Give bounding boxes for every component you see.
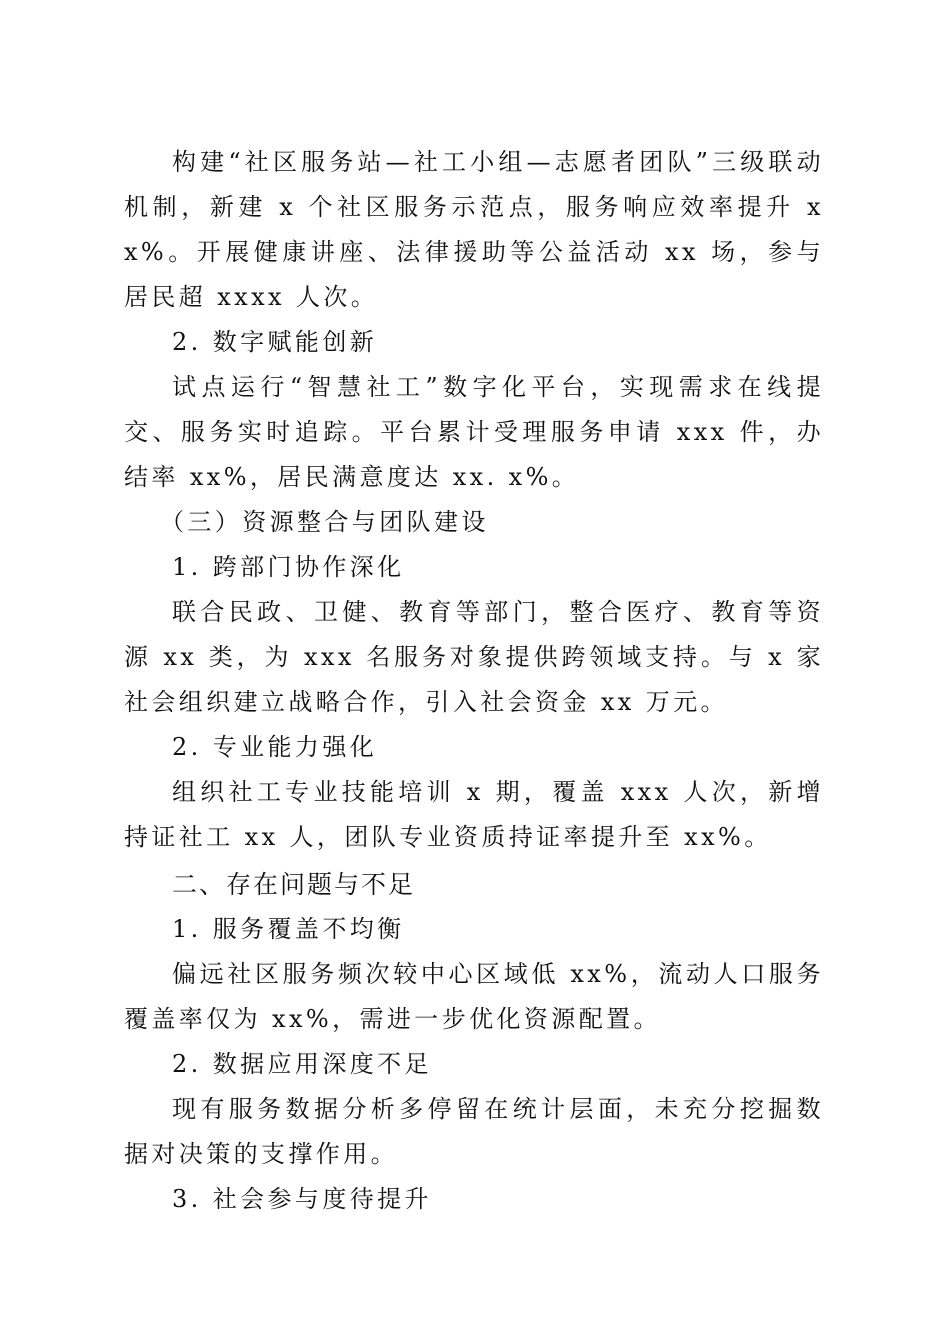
item-professional-skill-title: 2. 专业能力强化 <box>172 733 378 761</box>
paragraph-professional-skill: 组织社工专业技能培训 x 期，覆盖 xxx 人次，新增持证社工 xx 人，团队专业资质持证率提升至 xx%。 <box>124 778 824 851</box>
paragraph-digital-platform: 试点运行“智慧社工”数字化平台，实现需求在线提交、服务实时追踪。平台累计受理服务申请 xxx 件，办结率 xx%，居民满意度达 xx. x%。 <box>124 373 824 491</box>
document-body <box>124 140 824 1222</box>
problem-participation-title: 3. 社会参与度待提升 <box>172 1185 432 1213</box>
section-resource-integration-title: （三）资源整合与团队建设 <box>160 508 489 536</box>
item-digital-empowerment-title: 2. 数字赋能创新 <box>172 328 378 356</box>
problem-data-title: 2. 数据应用深度不足 <box>172 1050 432 1078</box>
problem-coverage-title: 1. 服务覆盖不均衡 <box>172 915 405 943</box>
paragraph-linkage-mechanism: 构建“社区服务站—社工小组—志愿者团队”三级联动机制，新建 x 个社区服务示范点，服务响应效率提升 xx%。开展健康讲座、法律援助等公益活动 xx 场，参与居民超 xxxx 人次。 <box>124 148 824 311</box>
chapter-problems-title: 二、存在问题与不足 <box>172 870 416 899</box>
paragraph-cross-department: 联合民政、卫健、教育等部门，整合医疗、教育等资源 xx 类，为 xxx 名服务对象提供跨领域支持。与 x 家社会组织建立战略合作，引入社会资金 xx 万元。 <box>124 598 824 716</box>
paragraph-problem-coverage: 偏远社区服务频次较中心区域低 xx%，流动人口服务覆盖率仅为 xx%，需进一步优化资源配置。 <box>124 960 824 1033</box>
item-cross-department-title: 1. 跨部门协作深化 <box>172 553 405 581</box>
paragraph-problem-data: 现有服务数据分析多停留在统计层面，未充分挖掘数据对决策的支撑作用。 <box>124 1095 824 1168</box>
